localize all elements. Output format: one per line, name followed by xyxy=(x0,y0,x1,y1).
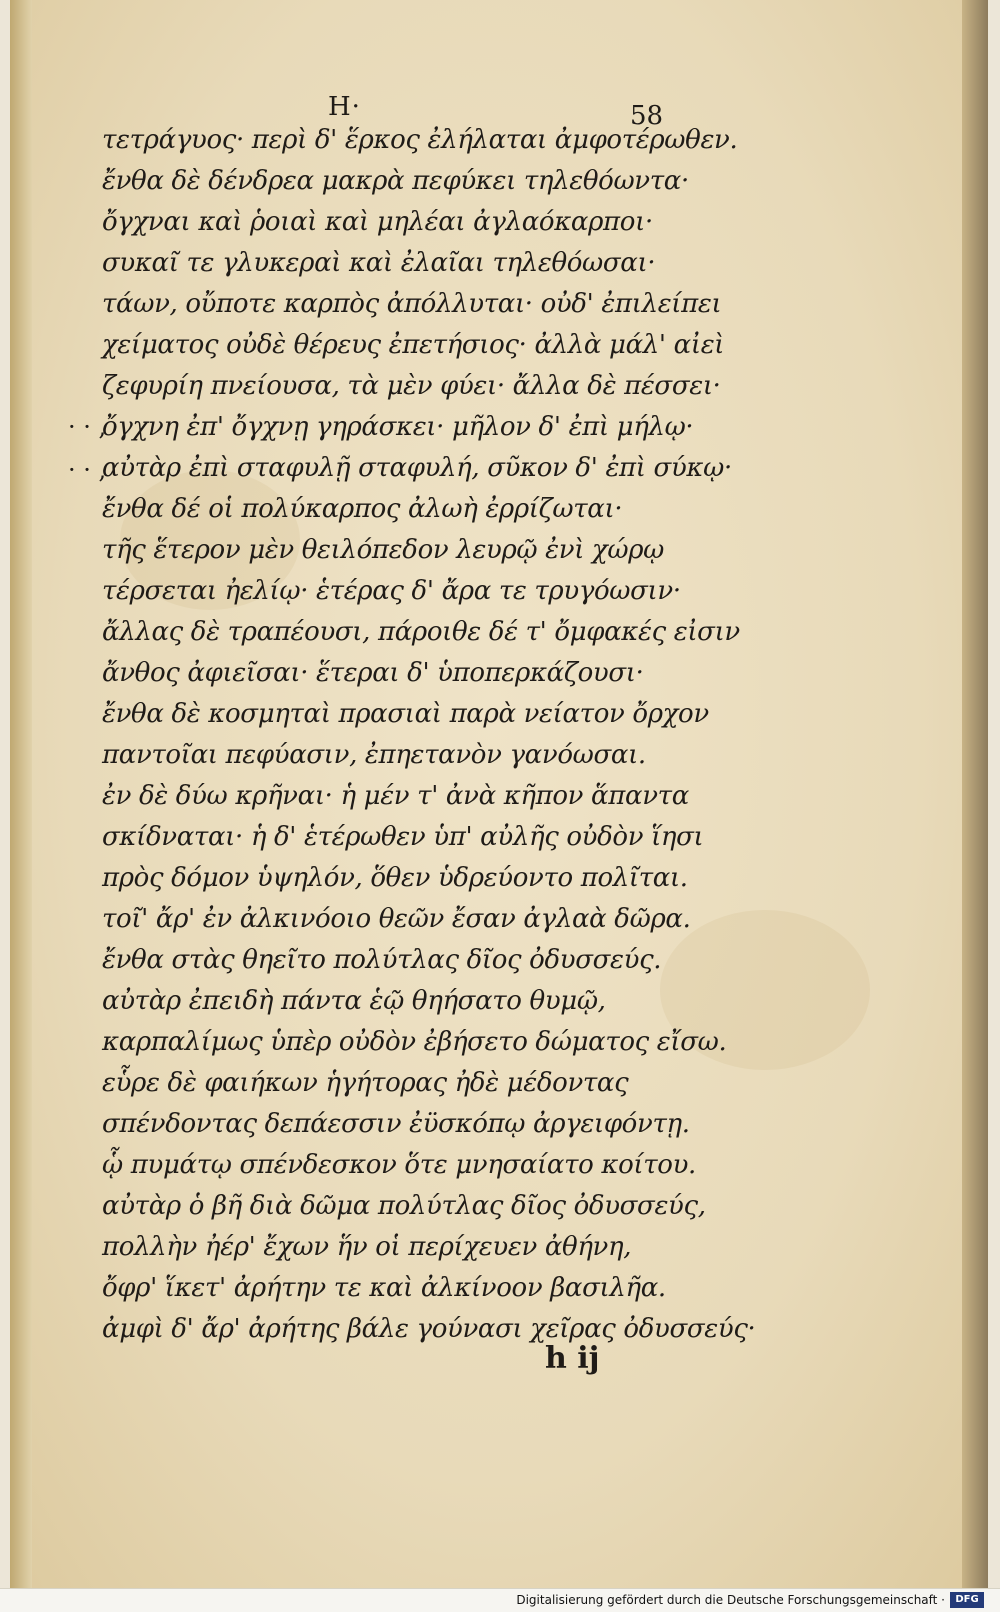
book-page xyxy=(10,0,976,1588)
funding-notice: Digitalisierung gefördert durch die Deutsche Forschungsgemeinschaft · xyxy=(516,1593,945,1607)
text-line-14: ἄνθος ἀφιεῖσαι· ἕτεραι δ' ὑποπερκάζουσι· xyxy=(102,658,644,688)
text-line-25: σπένδοντας δεπάεσσιν ἐϋσκόπῳ ἀργειφόντῃ. xyxy=(102,1109,690,1139)
running-head-letter: Η· xyxy=(328,92,361,122)
text-line-18: σκίδναται· ἡ δ' ἑτέρωθεν ὑπ' αὐλῆς οὐδὸν ἵησι xyxy=(102,822,704,852)
text-line-11: τῆς ἕτερον μὲν θειλόπεδον λευρῷ ἐνὶ χώρῳ xyxy=(102,535,664,565)
text-line-24: εὗρε δὲ φαιήκων ἡγήτορας ἠδὲ μέδοντας xyxy=(102,1068,629,1098)
text-line-13: ἄλλας δὲ τραπέουσι, πάροιθε δέ τ' ὄμφακές εἰσιν xyxy=(102,617,740,647)
text-line-15: ἔνθα δὲ κοσμηταὶ πρασιαὶ παρὰ νείατον ὄρχον xyxy=(102,699,709,729)
text-line-20: τοῖ' ἄρ' ἐν ἀλκινόοιο θεῶν ἔσαν ἀγλαὰ δῶρα. xyxy=(102,904,691,934)
text-line-28: πολλὴν ἠέρ' ἔχων ἥν οἱ περίχευεν ἀθήνη, xyxy=(102,1232,632,1262)
text-line-12: τέρσεται ἠελίῳ· ἑτέρας δ' ἄρα τε τρυγόωσιν· xyxy=(102,576,681,606)
margin-marker: · · , xyxy=(68,456,107,484)
text-line-29: ὄφρ' ἵκετ' ἀρήτην τε καὶ ἀλκίνοον βασιλῆα. xyxy=(102,1273,666,1303)
text-line-22: αὐτὰρ ἐπειδὴ πάντα ἑῷ θηήσατο θυμῷ, xyxy=(102,986,606,1016)
text-line-6: χείματος οὐδὲ θέρευς ἐπετήσιος· ἀλλὰ μάλ' αἰεὶ xyxy=(102,330,725,360)
text-line-4: συκαῖ τε γλυκεραὶ καὶ ἐλαῖαι τηλεθόωσαι· xyxy=(102,248,656,278)
text-line-21: ἔνθα στὰς θηεῖτο πολύτλας δῖος ὀδυσσεύς. xyxy=(102,945,662,975)
text-line-9: αὐτὰρ ἐπὶ σταφυλῇ σταφυλή, σῦκον δ' ἐπὶ σύκῳ· xyxy=(102,453,732,483)
page-gutter-shadow xyxy=(10,0,32,1588)
digitization-footer xyxy=(0,1588,1000,1612)
text-line-10: ἔνθα δέ οἱ πολύκαρπος ἀλωὴ ἐρρίζωται· xyxy=(102,494,623,524)
text-line-17: ἐν δὲ δύω κρῆναι· ἡ μέν τ' ἀνὰ κῆπον ἅπαντα xyxy=(102,781,689,811)
text-line-5: τάων, οὔποτε καρπὸς ἀπόλλυται· οὐδ' ἐπιλείπει xyxy=(102,289,722,319)
dfg-logo-icon: DFG xyxy=(950,1592,984,1608)
text-line-26: ᾧ πυμάτῳ σπένδεσκον ὅτε μνησαίατο κοίτου. xyxy=(102,1150,696,1180)
text-line-3: ὄγχναι καὶ ῥοιαὶ καὶ μηλέαι ἀγλαόκαρποι· xyxy=(102,207,653,237)
text-line-27: αὐτὰρ ὁ βῆ διὰ δῶμα πολύτλας δῖος ὀδυσσεύς, xyxy=(102,1191,706,1221)
text-line-7: ζεφυρίη πνείουσα, τὰ μὲν φύει· ἄλλα δὲ πέσσει· xyxy=(102,371,721,401)
text-line-23: καρπαλίμως ὑπὲρ οὐδὸν ἐβήσετο δώματος εἴσω. xyxy=(102,1027,727,1057)
text-line-30: ἀμφὶ δ' ἄρ' ἀρήτης βάλε γούνασι χεῖρας ὀδυσσεύς· xyxy=(102,1314,756,1344)
page-edge-shadow xyxy=(962,0,988,1588)
text-line-8: ὄγχνη ἐπ' ὄγχνῃ γηράσκει· μῆλον δ' ἐπὶ μήλῳ· xyxy=(102,412,694,442)
text-line-16: παντοῖαι πεφύασιν, ἐπηετανὸν γανόωσαι. xyxy=(102,740,646,770)
margin-marker: · · , xyxy=(68,413,107,441)
text-line-2: ἔνθα δὲ δένδρεα μακρὰ πεφύκει τηλεθόωντα· xyxy=(102,166,689,196)
signature-mark: h ij xyxy=(545,1341,600,1376)
text-line-19: πρὸς δόμον ὑψηλόν, ὅθεν ὑδρεύοντο πολῖται. xyxy=(102,863,688,893)
text-line-1: τετράγυος· περὶ δ' ἕρκος ἐλήλαται ἀμφοτέρωθεν. xyxy=(102,125,738,155)
page-number: 58 xyxy=(630,101,664,131)
